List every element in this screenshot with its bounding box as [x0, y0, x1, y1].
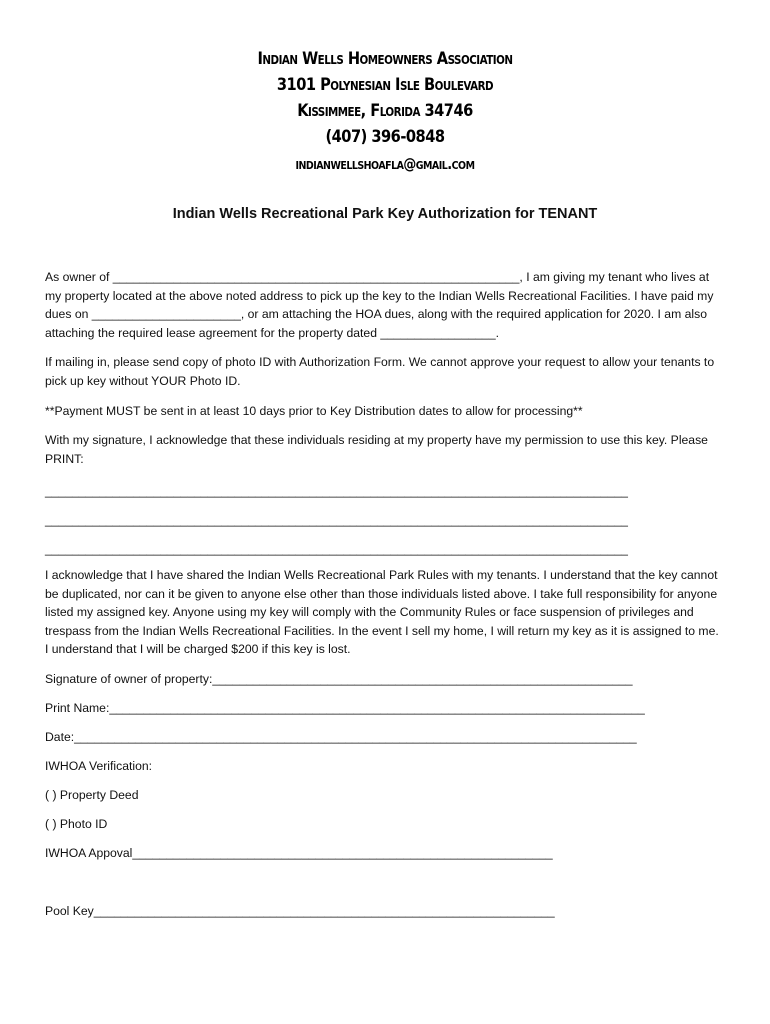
intro-paragraph: As owner of ____________________________________________________________, I am giving my tenant who lives at my property located at the above noted address to pick up the key to the Indian Wells Recreational Facilities. I have paid my dues on ______________________, or am attaching the HOA dues, along with the required application for 2020. I am also attaching the required lease agreement for the property dated _________________.: [45, 270, 714, 340]
acknowledgement-paragraph: I acknowledge that I have shared the Indian Wells Recreational Park Rules with my tenants. I understand that the key cannot be duplicated, nor can it be given to anyone else other than those individuals listed above. I take full responsibility for anyone listed my assigned key. Anyone using my key will comply with the Community Rules or face suspension of privileges and trespass from the Indian Wells Recreational Facilities. In the event I sell my home, I will return my key as it is assigned to me. I understand that I will be charged $200 if this key is lost.: [45, 568, 719, 656]
print-name-field[interactable]: Print Name:_______________________________________________________________________________: [45, 701, 645, 715]
approval-field[interactable]: IWHOA Appoval______________________________________________________________: [45, 846, 553, 860]
association-city: Kissimmee, Florida 34746: [297, 101, 473, 121]
association-email: indianwellshoafla@gmail.com: [295, 155, 475, 173]
date-field[interactable]: Date:___________________________________________________________________________________: [45, 730, 637, 744]
permission-paragraph: With my signature, I acknowledge that these individuals residing at my property have my permission to use this key. Please PRINT:: [45, 433, 708, 466]
association-phone: (407) 396-0848: [325, 127, 445, 147]
tenant-name-line-3[interactable]: ______________________________________________________________________________________: [45, 542, 628, 556]
tenant-name-line-2[interactable]: ______________________________________________________________________________________: [45, 513, 628, 527]
photo-id-checkbox[interactable]: ( ) Photo ID: [45, 817, 108, 831]
association-name: Indian Wells Homeowners Association: [257, 49, 513, 69]
mailing-paragraph: If mailing in, please send copy of photo ID with Authorization Form. We cannot approve your request to allow your tenants to pick up key without YOUR Photo ID.: [45, 355, 715, 388]
association-address: 3101 Polynesian Isle Boulevard: [276, 75, 494, 95]
property-deed-checkbox[interactable]: ( ) Property Deed: [45, 788, 139, 802]
tenant-name-line-1[interactable]: ______________________________________________________________________________________: [45, 484, 628, 498]
verification-label: IWHOA Verification:: [45, 759, 153, 773]
letterhead: [0, 46, 770, 177]
document-title: Indian Wells Recreational Park Key Authorization for TENANT: [172, 206, 598, 222]
signature-field[interactable]: Signature of owner of property:______________________________________________________________: [45, 672, 633, 686]
pool-key-field[interactable]: Pool Key____________________________________________________________________: [45, 904, 555, 918]
payment-notice: **Payment MUST be sent in at least 10 days prior to Key Distribution dates to allow for processing**: [45, 404, 583, 418]
